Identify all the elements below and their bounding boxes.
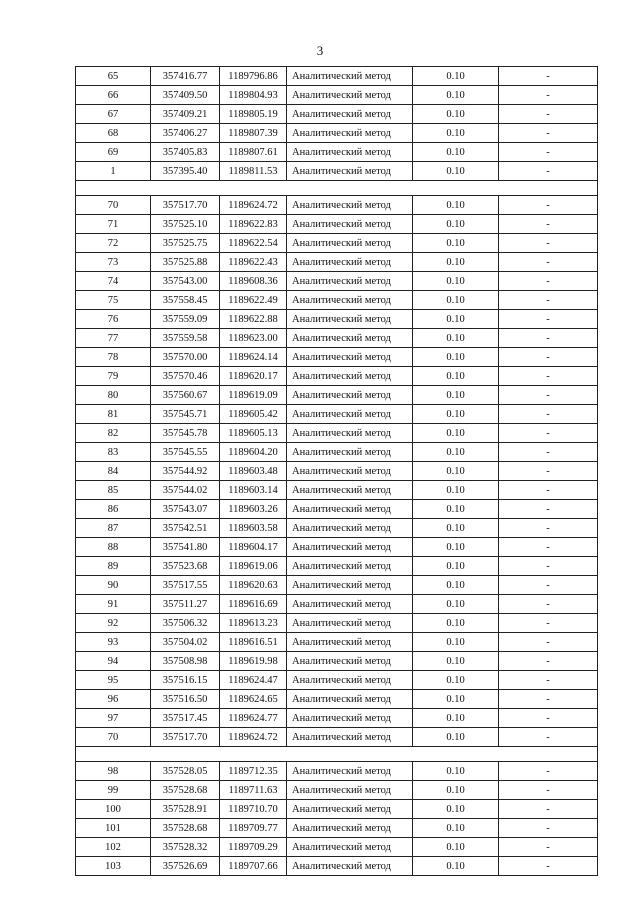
accuracy-cell: 0.10	[413, 215, 499, 234]
y-coordinate-cell: 1189709.77	[220, 819, 287, 838]
y-coordinate-cell: 1189616.51	[220, 633, 287, 652]
accuracy-cell: 0.10	[413, 690, 499, 709]
x-coordinate-cell: 357516.15	[151, 671, 220, 690]
description-cell: -	[499, 538, 598, 557]
x-coordinate-cell: 357560.67	[151, 386, 220, 405]
method-cell: Аналитический метод	[287, 838, 413, 857]
accuracy-cell: 0.10	[413, 781, 499, 800]
method-cell: Аналитический метод	[287, 576, 413, 595]
method-cell: Аналитический метод	[287, 690, 413, 709]
description-cell: -	[499, 614, 598, 633]
x-coordinate-cell: 357409.21	[151, 105, 220, 124]
accuracy-cell: 0.10	[413, 86, 499, 105]
point-number-cell: 70	[76, 196, 151, 215]
method-cell: Аналитический метод	[287, 728, 413, 747]
y-coordinate-cell: 1189603.26	[220, 500, 287, 519]
point-number-cell: 96	[76, 690, 151, 709]
x-coordinate-cell: 357528.68	[151, 781, 220, 800]
description-cell: -	[499, 234, 598, 253]
description-cell: -	[499, 671, 598, 690]
method-cell: Аналитический метод	[287, 709, 413, 728]
y-coordinate-cell: 1189603.58	[220, 519, 287, 538]
table-row	[76, 443, 598, 462]
point-number-cell: 73	[76, 253, 151, 272]
table-row	[76, 762, 598, 781]
x-coordinate-cell: 357525.75	[151, 234, 220, 253]
method-cell: Аналитический метод	[287, 105, 413, 124]
point-number-cell: 79	[76, 367, 151, 386]
description-cell: -	[499, 162, 598, 181]
accuracy-cell: 0.10	[413, 576, 499, 595]
description-cell: -	[499, 500, 598, 519]
x-coordinate-cell: 357504.02	[151, 633, 220, 652]
method-cell: Аналитический метод	[287, 800, 413, 819]
description-cell: -	[499, 215, 598, 234]
accuracy-cell: 0.10	[413, 728, 499, 747]
description-cell: -	[499, 124, 598, 143]
table-row	[76, 857, 598, 876]
table-row	[76, 500, 598, 519]
table-row	[76, 557, 598, 576]
y-coordinate-cell: 1189624.14	[220, 348, 287, 367]
point-number-cell: 80	[76, 386, 151, 405]
y-coordinate-cell: 1189616.69	[220, 595, 287, 614]
accuracy-cell: 0.10	[413, 614, 499, 633]
accuracy-cell: 0.10	[413, 143, 499, 162]
y-coordinate-cell: 1189604.17	[220, 538, 287, 557]
contour-separator-row	[76, 747, 598, 762]
y-coordinate-cell: 1189620.63	[220, 576, 287, 595]
point-number-cell: 97	[76, 709, 151, 728]
method-cell: Аналитический метод	[287, 234, 413, 253]
x-coordinate-cell: 357559.09	[151, 310, 220, 329]
description-cell: -	[499, 633, 598, 652]
point-number-cell: 72	[76, 234, 151, 253]
x-coordinate-cell: 357528.91	[151, 800, 220, 819]
method-cell: Аналитический метод	[287, 348, 413, 367]
y-coordinate-cell: 1189605.13	[220, 424, 287, 443]
x-coordinate-cell: 357528.05	[151, 762, 220, 781]
point-number-cell: 89	[76, 557, 151, 576]
point-number-cell: 74	[76, 272, 151, 291]
accuracy-cell: 0.10	[413, 386, 499, 405]
description-cell: -	[499, 386, 598, 405]
accuracy-cell: 0.10	[413, 424, 499, 443]
point-number-cell: 82	[76, 424, 151, 443]
point-number-cell: 103	[76, 857, 151, 876]
page-number: 3	[316, 43, 324, 58]
accuracy-cell: 0.10	[413, 838, 499, 857]
y-coordinate-cell: 1189811.53	[220, 162, 287, 181]
description-cell: -	[499, 652, 598, 671]
x-coordinate-cell: 357558.45	[151, 291, 220, 310]
method-cell: Аналитический метод	[287, 857, 413, 876]
y-coordinate-cell: 1189712.35	[220, 762, 287, 781]
x-coordinate-cell: 357545.71	[151, 405, 220, 424]
method-cell: Аналитический метод	[287, 424, 413, 443]
description-cell: -	[499, 576, 598, 595]
method-cell: Аналитический метод	[287, 633, 413, 652]
method-cell: Аналитический метод	[287, 462, 413, 481]
method-cell: Аналитический метод	[287, 443, 413, 462]
point-number-cell: 93	[76, 633, 151, 652]
method-cell: Аналитический метод	[287, 124, 413, 143]
point-number-cell: 71	[76, 215, 151, 234]
table-row	[76, 105, 598, 124]
accuracy-cell: 0.10	[413, 310, 499, 329]
x-coordinate-cell: 357511.27	[151, 595, 220, 614]
y-coordinate-cell: 1189604.20	[220, 443, 287, 462]
x-coordinate-cell: 357409.50	[151, 86, 220, 105]
x-coordinate-cell: 357523.68	[151, 557, 220, 576]
x-coordinate-cell: 357528.32	[151, 838, 220, 857]
point-number-cell: 1	[76, 162, 151, 181]
point-number-cell: 85	[76, 481, 151, 500]
x-coordinate-cell: 357544.02	[151, 481, 220, 500]
description-cell: -	[499, 800, 598, 819]
table-row	[76, 234, 598, 253]
y-coordinate-cell: 1189613.23	[220, 614, 287, 633]
accuracy-cell: 0.10	[413, 329, 499, 348]
y-coordinate-cell: 1189622.54	[220, 234, 287, 253]
y-coordinate-cell: 1189624.65	[220, 690, 287, 709]
description-cell: -	[499, 481, 598, 500]
y-coordinate-cell: 1189619.09	[220, 386, 287, 405]
table-row	[76, 652, 598, 671]
point-number-cell: 68	[76, 124, 151, 143]
point-number-cell: 99	[76, 781, 151, 800]
y-coordinate-cell: 1189620.17	[220, 367, 287, 386]
accuracy-cell: 0.10	[413, 253, 499, 272]
x-coordinate-cell: 357545.78	[151, 424, 220, 443]
description-cell: -	[499, 443, 598, 462]
point-number-cell: 70	[76, 728, 151, 747]
table-row	[76, 781, 598, 800]
description-cell: -	[499, 253, 598, 272]
x-coordinate-cell: 357543.07	[151, 500, 220, 519]
method-cell: Аналитический метод	[287, 481, 413, 500]
description-cell: -	[499, 519, 598, 538]
method-cell: Аналитический метод	[287, 272, 413, 291]
y-coordinate-cell: 1189622.83	[220, 215, 287, 234]
table-row	[76, 348, 598, 367]
y-coordinate-cell: 1189608.36	[220, 272, 287, 291]
contour-separator-row	[76, 181, 598, 196]
description-cell: -	[499, 557, 598, 576]
x-coordinate-cell: 357517.45	[151, 709, 220, 728]
y-coordinate-cell: 1189805.19	[220, 105, 287, 124]
description-cell: -	[499, 367, 598, 386]
x-coordinate-cell: 357525.88	[151, 253, 220, 272]
accuracy-cell: 0.10	[413, 557, 499, 576]
table-row	[76, 329, 598, 348]
point-number-cell: 87	[76, 519, 151, 538]
x-coordinate-cell: 357570.46	[151, 367, 220, 386]
table-row	[76, 386, 598, 405]
table-row	[76, 124, 598, 143]
accuracy-cell: 0.10	[413, 105, 499, 124]
method-cell: Аналитический метод	[287, 310, 413, 329]
point-number-cell: 75	[76, 291, 151, 310]
point-number-cell: 94	[76, 652, 151, 671]
accuracy-cell: 0.10	[413, 819, 499, 838]
description-cell: -	[499, 424, 598, 443]
description-cell: -	[499, 462, 598, 481]
x-coordinate-cell: 357405.83	[151, 143, 220, 162]
point-number-cell: 76	[76, 310, 151, 329]
description-cell: -	[499, 272, 598, 291]
point-number-cell: 100	[76, 800, 151, 819]
y-coordinate-cell: 1189624.72	[220, 728, 287, 747]
accuracy-cell: 0.10	[413, 405, 499, 424]
point-number-cell: 66	[76, 86, 151, 105]
point-number-cell: 69	[76, 143, 151, 162]
accuracy-cell: 0.10	[413, 348, 499, 367]
table-row	[76, 67, 598, 86]
table-row	[76, 215, 598, 234]
table-row	[76, 291, 598, 310]
accuracy-cell: 0.10	[413, 162, 499, 181]
y-coordinate-cell: 1189711.63	[220, 781, 287, 800]
accuracy-cell: 0.10	[413, 519, 499, 538]
description-cell: -	[499, 196, 598, 215]
method-cell: Аналитический метод	[287, 162, 413, 181]
accuracy-cell: 0.10	[413, 367, 499, 386]
method-cell: Аналитический метод	[287, 819, 413, 838]
y-coordinate-cell: 1189624.47	[220, 671, 287, 690]
method-cell: Аналитический метод	[287, 253, 413, 272]
accuracy-cell: 0.10	[413, 652, 499, 671]
y-coordinate-cell: 1189622.43	[220, 253, 287, 272]
table-row	[76, 462, 598, 481]
point-number-cell: 65	[76, 67, 151, 86]
method-cell: Аналитический метод	[287, 143, 413, 162]
method-cell: Аналитический метод	[287, 652, 413, 671]
point-number-cell: 102	[76, 838, 151, 857]
method-cell: Аналитический метод	[287, 86, 413, 105]
method-cell: Аналитический метод	[287, 538, 413, 557]
accuracy-cell: 0.10	[413, 67, 499, 86]
point-number-cell: 77	[76, 329, 151, 348]
method-cell: Аналитический метод	[287, 781, 413, 800]
y-coordinate-cell: 1189709.29	[220, 838, 287, 857]
table-row	[76, 690, 598, 709]
separator-cell	[76, 181, 598, 196]
point-number-cell: 92	[76, 614, 151, 633]
x-coordinate-cell: 357517.70	[151, 728, 220, 747]
description-cell: -	[499, 709, 598, 728]
accuracy-cell: 0.10	[413, 538, 499, 557]
x-coordinate-cell: 357544.92	[151, 462, 220, 481]
method-cell: Аналитический метод	[287, 500, 413, 519]
table-row	[76, 253, 598, 272]
table-row	[76, 86, 598, 105]
accuracy-cell: 0.10	[413, 443, 499, 462]
point-number-cell: 101	[76, 819, 151, 838]
description-cell: -	[499, 690, 598, 709]
accuracy-cell: 0.10	[413, 671, 499, 690]
method-cell: Аналитический метод	[287, 405, 413, 424]
description-cell: -	[499, 762, 598, 781]
description-cell: -	[499, 67, 598, 86]
table-row	[76, 143, 598, 162]
method-cell: Аналитический метод	[287, 386, 413, 405]
accuracy-cell: 0.10	[413, 462, 499, 481]
accuracy-cell: 0.10	[413, 800, 499, 819]
x-coordinate-cell: 357570.00	[151, 348, 220, 367]
y-coordinate-cell: 1189807.39	[220, 124, 287, 143]
table-row	[76, 481, 598, 500]
y-coordinate-cell: 1189619.06	[220, 557, 287, 576]
y-coordinate-cell: 1189804.93	[220, 86, 287, 105]
x-coordinate-cell: 357395.40	[151, 162, 220, 181]
x-coordinate-cell: 357543.00	[151, 272, 220, 291]
method-cell: Аналитический метод	[287, 367, 413, 386]
table-row	[76, 709, 598, 728]
x-coordinate-cell: 357542.51	[151, 519, 220, 538]
point-number-cell: 84	[76, 462, 151, 481]
description-cell: -	[499, 405, 598, 424]
accuracy-cell: 0.10	[413, 857, 499, 876]
x-coordinate-cell: 357526.69	[151, 857, 220, 876]
point-number-cell: 78	[76, 348, 151, 367]
x-coordinate-cell: 357516.50	[151, 690, 220, 709]
y-coordinate-cell: 1189603.14	[220, 481, 287, 500]
x-coordinate-cell: 357528.68	[151, 819, 220, 838]
accuracy-cell: 0.10	[413, 291, 499, 310]
description-cell: -	[499, 329, 598, 348]
coordinates-table-body	[76, 67, 598, 876]
table-row	[76, 310, 598, 329]
description-cell: -	[499, 595, 598, 614]
y-coordinate-cell: 1189622.49	[220, 291, 287, 310]
accuracy-cell: 0.10	[413, 124, 499, 143]
description-cell: -	[499, 819, 598, 838]
x-coordinate-cell: 357416.77	[151, 67, 220, 86]
y-coordinate-cell: 1189619.98	[220, 652, 287, 671]
x-coordinate-cell: 357517.70	[151, 196, 220, 215]
point-number-cell: 81	[76, 405, 151, 424]
description-cell: -	[499, 728, 598, 747]
x-coordinate-cell: 357525.10	[151, 215, 220, 234]
point-number-cell: 83	[76, 443, 151, 462]
table-row	[76, 671, 598, 690]
accuracy-cell: 0.10	[413, 196, 499, 215]
method-cell: Аналитический метод	[287, 762, 413, 781]
description-cell: -	[499, 781, 598, 800]
separator-cell	[76, 747, 598, 762]
x-coordinate-cell: 357559.58	[151, 329, 220, 348]
y-coordinate-cell: 1189710.70	[220, 800, 287, 819]
description-cell: -	[499, 143, 598, 162]
method-cell: Аналитический метод	[287, 196, 413, 215]
x-coordinate-cell: 357508.98	[151, 652, 220, 671]
accuracy-cell: 0.10	[413, 633, 499, 652]
method-cell: Аналитический метод	[287, 557, 413, 576]
description-cell: -	[499, 838, 598, 857]
method-cell: Аналитический метод	[287, 329, 413, 348]
table-row	[76, 424, 598, 443]
table-row	[76, 272, 598, 291]
method-cell: Аналитический метод	[287, 519, 413, 538]
accuracy-cell: 0.10	[413, 762, 499, 781]
accuracy-cell: 0.10	[413, 481, 499, 500]
method-cell: Аналитический метод	[287, 595, 413, 614]
accuracy-cell: 0.10	[413, 500, 499, 519]
y-coordinate-cell: 1189707.66	[220, 857, 287, 876]
description-cell: -	[499, 310, 598, 329]
point-number-cell: 98	[76, 762, 151, 781]
accuracy-cell: 0.10	[413, 709, 499, 728]
y-coordinate-cell: 1189796.86	[220, 67, 287, 86]
method-cell: Аналитический метод	[287, 614, 413, 633]
table-row	[76, 633, 598, 652]
point-number-cell: 95	[76, 671, 151, 690]
point-number-cell: 90	[76, 576, 151, 595]
table-row	[76, 728, 598, 747]
method-cell: Аналитический метод	[287, 215, 413, 234]
coordinates-table	[75, 66, 598, 876]
description-cell: -	[499, 348, 598, 367]
table-row	[76, 819, 598, 838]
table-row	[76, 162, 598, 181]
method-cell: Аналитический метод	[287, 671, 413, 690]
table-row	[76, 519, 598, 538]
x-coordinate-cell: 357517.55	[151, 576, 220, 595]
method-cell: Аналитический метод	[287, 67, 413, 86]
table-row	[76, 538, 598, 557]
accuracy-cell: 0.10	[413, 234, 499, 253]
description-cell: -	[499, 857, 598, 876]
table-row	[76, 367, 598, 386]
y-coordinate-cell: 1189603.48	[220, 462, 287, 481]
y-coordinate-cell: 1189624.77	[220, 709, 287, 728]
table-row	[76, 838, 598, 857]
point-number-cell: 88	[76, 538, 151, 557]
description-cell: -	[499, 291, 598, 310]
method-cell: Аналитический метод	[287, 291, 413, 310]
y-coordinate-cell: 1189622.88	[220, 310, 287, 329]
table-row	[76, 576, 598, 595]
table-row	[76, 595, 598, 614]
x-coordinate-cell: 357545.55	[151, 443, 220, 462]
table-row	[76, 405, 598, 424]
description-cell: -	[499, 86, 598, 105]
x-coordinate-cell: 357406.27	[151, 124, 220, 143]
table-row	[76, 614, 598, 633]
y-coordinate-cell: 1189624.72	[220, 196, 287, 215]
accuracy-cell: 0.10	[413, 272, 499, 291]
table-row	[76, 196, 598, 215]
accuracy-cell: 0.10	[413, 595, 499, 614]
point-number-cell: 91	[76, 595, 151, 614]
y-coordinate-cell: 1189623.00	[220, 329, 287, 348]
description-cell: -	[499, 105, 598, 124]
x-coordinate-cell: 357541.80	[151, 538, 220, 557]
y-coordinate-cell: 1189807.61	[220, 143, 287, 162]
y-coordinate-cell: 1189605.42	[220, 405, 287, 424]
point-number-cell: 67	[76, 105, 151, 124]
point-number-cell: 86	[76, 500, 151, 519]
table-row	[76, 800, 598, 819]
x-coordinate-cell: 357506.32	[151, 614, 220, 633]
